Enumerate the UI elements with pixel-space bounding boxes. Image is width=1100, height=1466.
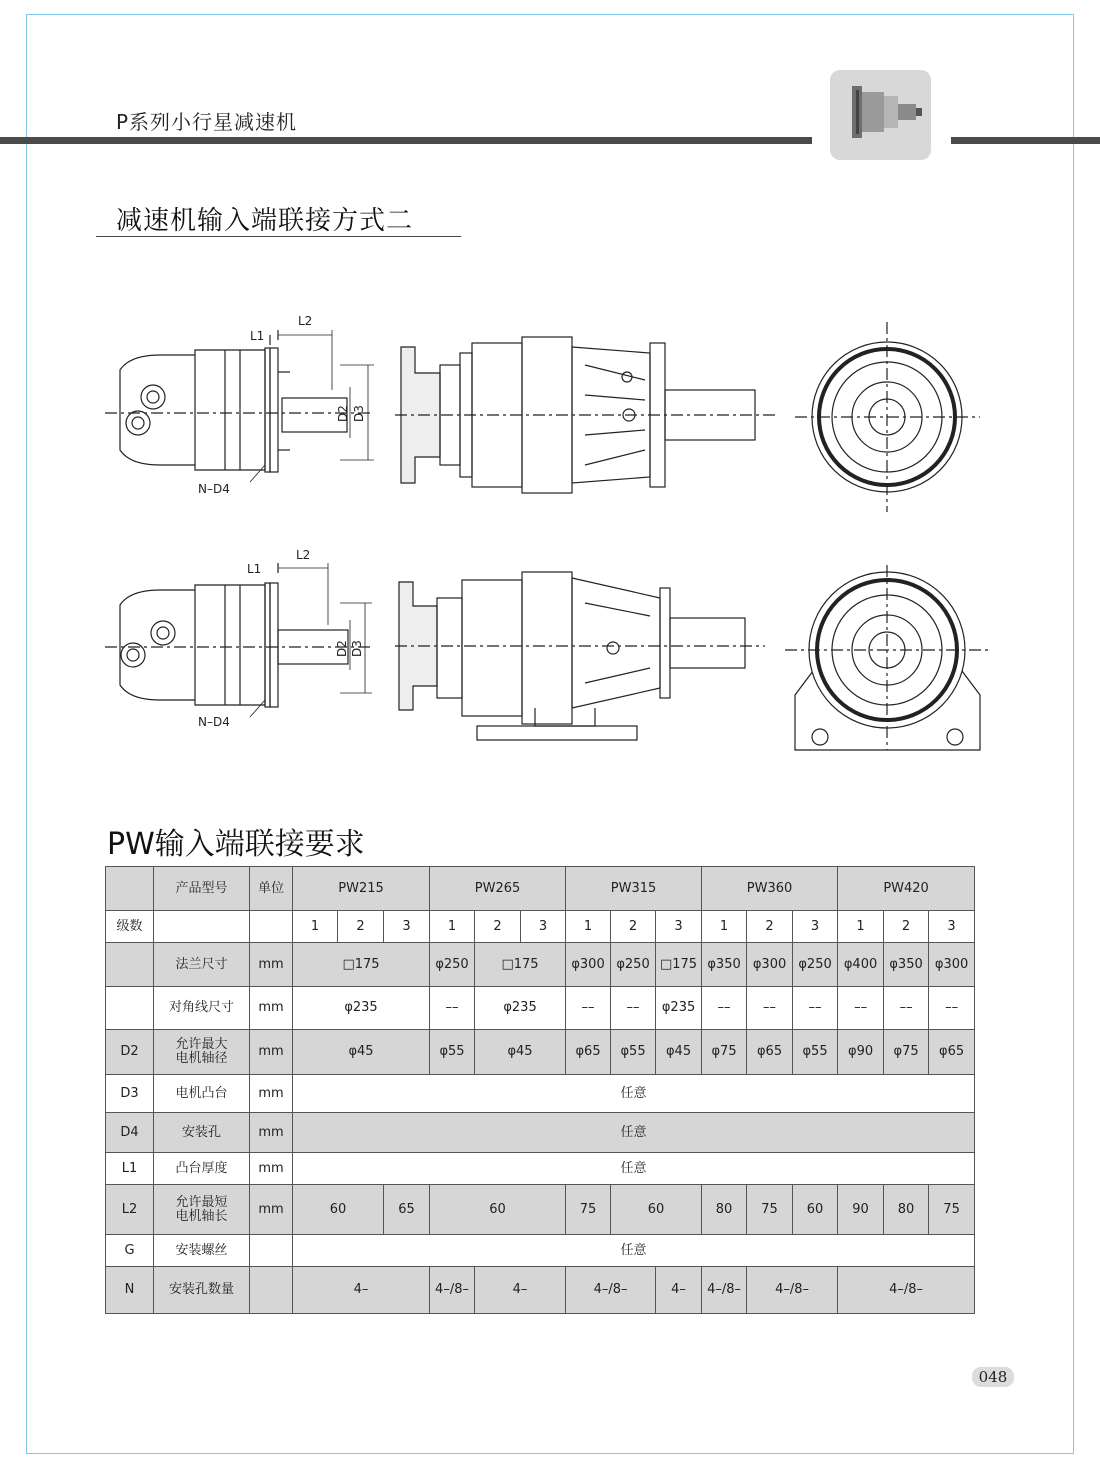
- drawing-motor-top: [100, 310, 390, 510]
- stage-cell: 2: [475, 911, 521, 943]
- d2-code: D2: [106, 1030, 154, 1075]
- table-row-diagonal: [106, 987, 975, 1030]
- dim-d3-top: D3: [352, 405, 366, 422]
- table-row-flange: [106, 943, 975, 987]
- table-row-l1: [106, 1153, 975, 1185]
- d2-label-line1: 允许最大: [175, 1037, 228, 1052]
- flange-unit: mm: [250, 943, 293, 987]
- drawing-motor-bottom: [100, 545, 390, 735]
- n-label: 安装孔数量: [154, 1267, 250, 1314]
- d2-cell: φ75: [702, 1030, 747, 1075]
- stage-cell: 3: [384, 911, 430, 943]
- diagonal-code-blank: [106, 987, 154, 1030]
- stage-cell: 3: [656, 911, 702, 943]
- d3-code: D3: [106, 1075, 154, 1113]
- drawing-reducer-top: [395, 335, 775, 495]
- header-blank: [106, 867, 154, 911]
- diagonal-cell: ––: [838, 987, 884, 1030]
- d2-label: [154, 1030, 250, 1075]
- g-label: 安装螺丝: [154, 1235, 250, 1267]
- table-row-d2: [106, 1030, 975, 1075]
- section-title-connection: 减速机输入端联接方式二: [116, 206, 414, 236]
- l2-code: L2: [106, 1185, 154, 1235]
- stage-cell: 3: [521, 911, 566, 943]
- flange-cell: φ350: [702, 943, 747, 987]
- table-row-stage: [106, 911, 975, 943]
- dim-d2-bottom: D2: [335, 640, 349, 657]
- model-pw315: PW315: [566, 867, 702, 911]
- stage-cell: 1: [702, 911, 747, 943]
- d3-label: 电机凸台: [154, 1075, 250, 1113]
- stage-cell: 2: [884, 911, 929, 943]
- l2-cell: 65: [384, 1185, 430, 1235]
- diagonal-cell: ––: [611, 987, 656, 1030]
- dim-d2-top: D2: [336, 405, 350, 422]
- header-unit: 单位: [250, 867, 293, 911]
- spec-table: [105, 866, 975, 1314]
- d2-cell: φ55: [430, 1030, 475, 1075]
- g-code: G: [106, 1235, 154, 1267]
- table-row-d3: [106, 1075, 975, 1113]
- flange-cell: □175: [656, 943, 702, 987]
- l1-unit: mm: [250, 1153, 293, 1185]
- model-pw215: PW215: [293, 867, 430, 911]
- d4-label: 安装孔: [154, 1113, 250, 1153]
- table-row-header: [106, 867, 975, 911]
- flange-cell: φ300: [929, 943, 975, 987]
- model-pw420: PW420: [838, 867, 975, 911]
- l1-code: L1: [106, 1153, 154, 1185]
- d2-cell: φ65: [566, 1030, 611, 1075]
- flange-cell: φ300: [566, 943, 611, 987]
- flange-cell: φ250: [793, 943, 838, 987]
- l2-cell: 75: [566, 1185, 611, 1235]
- header-product-model: 产品型号: [154, 867, 250, 911]
- l2-cell: 75: [929, 1185, 975, 1235]
- n-cell: 4–/8–: [838, 1267, 975, 1314]
- dim-l2-top: L2: [298, 314, 313, 328]
- diagonal-cell: ––: [430, 987, 475, 1030]
- header-bar-left: [0, 137, 812, 144]
- l1-value: 任意: [293, 1153, 975, 1185]
- d2-cell: φ75: [884, 1030, 929, 1075]
- drawing-end-view-top: [795, 322, 980, 512]
- l2-cell: 80: [702, 1185, 747, 1235]
- table-row-l2: [106, 1185, 975, 1235]
- l2-cell: 80: [884, 1185, 929, 1235]
- stage-label: 级数: [106, 911, 154, 943]
- l2-unit: mm: [250, 1185, 293, 1235]
- page-number: 048: [972, 1367, 1014, 1387]
- d2-cell: φ90: [838, 1030, 884, 1075]
- stage-unit-blank: [250, 911, 293, 943]
- l1-label: 凸台厚度: [154, 1153, 250, 1185]
- drawing-reducer-bottom: [395, 568, 775, 748]
- l2-cell: 75: [747, 1185, 793, 1235]
- table-row-n: [106, 1267, 975, 1314]
- l2-cell: 60: [611, 1185, 702, 1235]
- table-row-g: [106, 1235, 975, 1267]
- diagonal-cell: ––: [747, 987, 793, 1030]
- g-unit-blank: [250, 1235, 293, 1267]
- n-cell: 4–/8–: [430, 1267, 475, 1314]
- stage-cell: 1: [293, 911, 338, 943]
- diagonal-cell: ––: [929, 987, 975, 1030]
- d2-cell: φ55: [611, 1030, 656, 1075]
- l2-label-line2: 电机轴长: [175, 1208, 228, 1224]
- dim-nd4-top: N–D4: [198, 482, 230, 496]
- d2-cell: φ65: [747, 1030, 793, 1075]
- stage-cell: 1: [838, 911, 884, 943]
- l2-cell: 60: [293, 1185, 384, 1235]
- n-cell: 4–: [475, 1267, 566, 1314]
- l2-cell: 60: [793, 1185, 838, 1235]
- d4-unit: mm: [250, 1113, 293, 1153]
- stage-cell: 1: [566, 911, 611, 943]
- flange-label: 法兰尺寸: [154, 943, 250, 987]
- n-cell: 4–/8–: [702, 1267, 747, 1314]
- d4-value: 任意: [293, 1113, 975, 1153]
- flange-cell: □175: [293, 943, 430, 987]
- n-cell: 4–/8–: [747, 1267, 838, 1314]
- n-cell: 4–: [293, 1267, 430, 1314]
- d2-cell: φ45: [293, 1030, 430, 1075]
- dim-l1-top: L1: [250, 329, 265, 343]
- diagonal-label: 对角线尺寸: [154, 987, 250, 1030]
- l2-label-line1: 允许最短: [175, 1194, 228, 1210]
- series-title: P系列小行星减速机: [116, 110, 298, 134]
- stage-cell: 3: [929, 911, 975, 943]
- diagonal-cell: φ235: [293, 987, 430, 1030]
- diagonal-cell: φ235: [475, 987, 566, 1030]
- d3-value: 任意: [293, 1075, 975, 1113]
- d2-cell: φ65: [929, 1030, 975, 1075]
- flange-cell: φ250: [430, 943, 475, 987]
- stage-cell: 2: [611, 911, 656, 943]
- stage-cell: 2: [338, 911, 384, 943]
- n-unit-blank: [250, 1267, 293, 1314]
- stage-cell: 2: [747, 911, 793, 943]
- l2-cell: 60: [430, 1185, 566, 1235]
- d2-label-line2: 电机轴径: [175, 1051, 228, 1066]
- flange-cell: φ400: [838, 943, 884, 987]
- diagonal-cell: φ235: [656, 987, 702, 1030]
- diagonal-cell: ––: [793, 987, 838, 1030]
- drawing-end-view-bottom: [785, 565, 990, 755]
- section-title-requirements: PW输入端联接要求: [107, 827, 365, 862]
- n-code: N: [106, 1267, 154, 1314]
- flange-cell: □175: [475, 943, 566, 987]
- diagonal-cell: ––: [884, 987, 929, 1030]
- dim-nd4-bottom: N–D4: [198, 715, 230, 729]
- diagonal-cell: ––: [566, 987, 611, 1030]
- diagonal-cell: ––: [702, 987, 747, 1030]
- dim-l1-bottom: L1: [247, 562, 262, 576]
- section-underline: [96, 236, 461, 237]
- stage-cell: 3: [793, 911, 838, 943]
- l2-cell: 90: [838, 1185, 884, 1235]
- n-cell: 4–/8–: [566, 1267, 656, 1314]
- dim-l2-bottom: L2: [296, 548, 311, 562]
- l2-label: [154, 1185, 250, 1235]
- d2-cell: φ45: [475, 1030, 566, 1075]
- d2-cell: φ55: [793, 1030, 838, 1075]
- stage-cell: 1: [430, 911, 475, 943]
- stage-blank: [154, 911, 250, 943]
- flange-cell: φ250: [611, 943, 656, 987]
- d4-code: D4: [106, 1113, 154, 1153]
- diagonal-unit: mm: [250, 987, 293, 1030]
- flange-cell: φ300: [747, 943, 793, 987]
- d2-cell: φ45: [656, 1030, 702, 1075]
- model-pw360: PW360: [702, 867, 838, 911]
- d2-unit: mm: [250, 1030, 293, 1075]
- flange-cell: φ350: [884, 943, 929, 987]
- dim-d3-bottom: D3: [350, 640, 364, 657]
- n-cell: 4–: [656, 1267, 702, 1314]
- d3-unit: mm: [250, 1075, 293, 1113]
- model-pw265: PW265: [430, 867, 566, 911]
- reducer-product-icon: [830, 70, 931, 160]
- table-row-d4: [106, 1113, 975, 1153]
- header-bar-right: [951, 137, 1100, 144]
- g-value: 任意: [293, 1235, 975, 1267]
- flange-code-blank: [106, 943, 154, 987]
